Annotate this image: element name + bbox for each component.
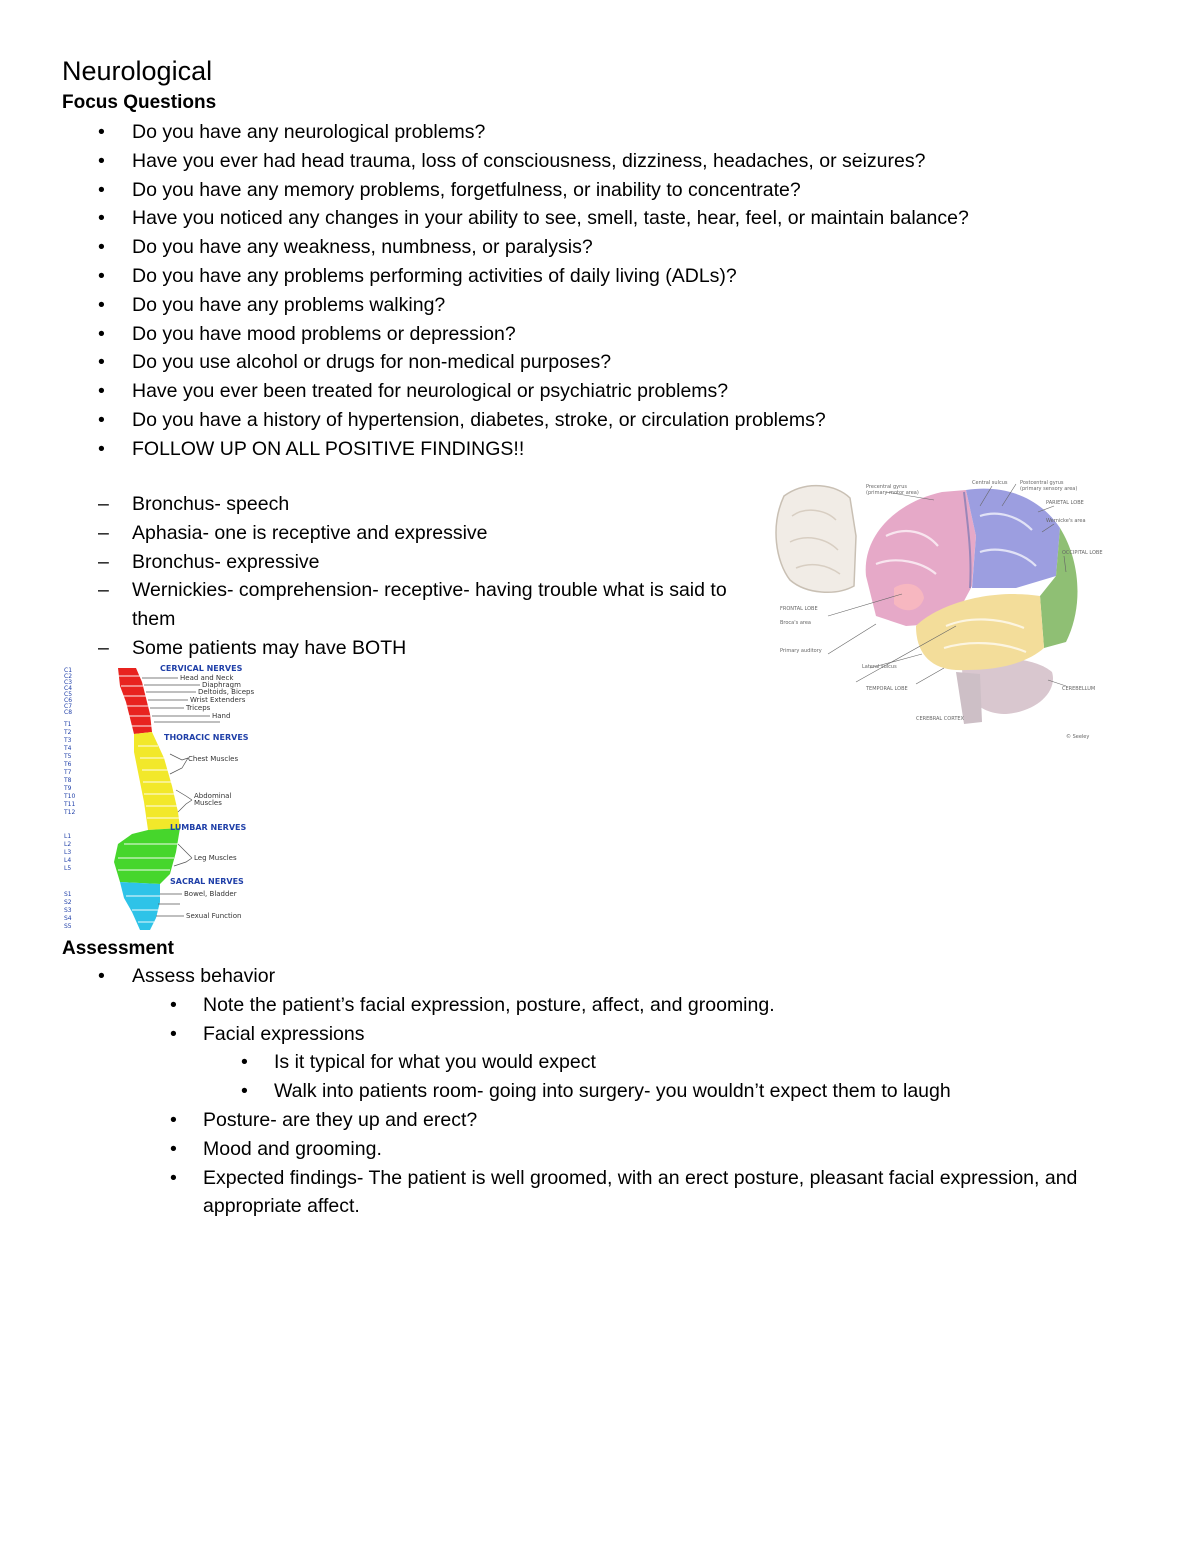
bullet-marker: •: [241, 1080, 248, 1103]
svg-text:L4: L4: [64, 857, 72, 864]
dash-marker: –: [98, 636, 109, 659]
list-item-text: Posture- are they up and erect?: [203, 1108, 478, 1131]
svg-text:Abdominal: Abdominal: [194, 792, 232, 800]
svg-text:FRONTAL LOBE: FRONTAL LOBE: [780, 606, 818, 612]
brain-lobes-figure: [766, 476, 1122, 744]
svg-text:Bowel, Bladder: Bowel, Bladder: [184, 890, 237, 898]
list-item: [62, 1164, 1152, 1222]
svg-text:S5: S5: [64, 923, 72, 930]
svg-text:Central sulcus: Central sulcus: [972, 480, 1008, 486]
svg-text:(primary motor area): (primary motor area): [866, 490, 919, 496]
list-item-text: Do you have any memory problems, forgetfulness, or inability to concentrate?: [132, 178, 801, 201]
list-item-text: Do you have a history of hypertension, diabetes, stroke, or circulation problems?: [132, 408, 826, 431]
svg-text:T12: T12: [64, 809, 76, 816]
list-item-text: Do you have any neurological problems?: [132, 121, 486, 143]
sacral-nerves-label: SACRAL NERVES: [170, 877, 244, 886]
focus-questions-heading: Focus Questions: [62, 92, 217, 113]
svg-text:T6: T6: [64, 761, 72, 768]
svg-text:Lateral sulcus: Lateral sulcus: [862, 664, 897, 670]
svg-text:(primary sensory area): (primary sensory area): [1020, 486, 1078, 492]
bullet-marker: •: [98, 293, 105, 316]
svg-text:S4: S4: [64, 915, 72, 922]
svg-text:L3: L3: [64, 849, 72, 856]
svg-text:C8: C8: [64, 709, 73, 716]
svg-text:C5: C5: [64, 691, 73, 698]
dash-marker: –: [98, 579, 109, 602]
cervical-nerves-label: CERVICAL NERVES: [160, 664, 243, 673]
list-item-text: Aphasia- one is receptive and expressive: [132, 521, 488, 544]
bullet-marker: •: [98, 965, 105, 987]
svg-text:T10: T10: [64, 793, 76, 800]
svg-text:Primary auditory: Primary auditory: [780, 648, 822, 654]
svg-text:Muscles: Muscles: [194, 799, 222, 807]
svg-text:Broca's area: Broca's area: [780, 620, 811, 626]
bullet-marker: •: [170, 1137, 177, 1160]
list-item-text: Mood and grooming.: [203, 1137, 382, 1160]
svg-text:T3: T3: [64, 737, 72, 744]
svg-text:PARIETAL LOBE: PARIETAL LOBE: [1046, 500, 1084, 506]
list-item-text: Have you ever had head trauma, loss of consciousness, dizziness, headaches, or seizures?: [132, 149, 926, 172]
bullet-marker: •: [98, 207, 105, 230]
bullet-marker: •: [98, 322, 105, 345]
svg-text:T9: T9: [64, 785, 72, 792]
bullet-marker: •: [98, 408, 105, 431]
svg-text:Head and Neck: Head and Neck: [180, 674, 234, 682]
svg-text:C7: C7: [64, 703, 73, 710]
svg-text:CEREBELLUM: CEREBELLUM: [1062, 686, 1096, 692]
bullet-marker: •: [98, 149, 105, 172]
list-item-text: Bronchus- expressive: [132, 550, 320, 573]
bullet-marker: •: [170, 1022, 177, 1045]
bullet-marker: •: [170, 993, 177, 1016]
list-item: [62, 1135, 1152, 1164]
svg-text:T11: T11: [64, 801, 76, 808]
svg-text:Sexual Function: Sexual Function: [186, 912, 242, 920]
bullet-marker: •: [98, 178, 105, 201]
page-title: Neurological: [62, 56, 213, 86]
dash-marker: –: [98, 493, 109, 515]
svg-text:T7: T7: [64, 769, 72, 776]
svg-text:Leg Muscles: Leg Muscles: [194, 854, 237, 862]
list-item-text: Walk into patients room- going into surgery- you wouldn’t expect them to laugh: [274, 1080, 951, 1103]
list-item: [62, 576, 742, 634]
svg-text:Postcentral gyrus: Postcentral gyrus: [1020, 480, 1064, 486]
list-item: [62, 262, 1162, 291]
bullet-marker: •: [170, 1166, 177, 1189]
svg-text:TEMPORAL LOBE: TEMPORAL LOBE: [866, 686, 908, 692]
svg-text:CEREBRAL CORTEX: CEREBRAL CORTEX: [916, 716, 964, 722]
aphasia-notes-list: [62, 490, 742, 663]
list-item-text: Note the patient’s facial expression, posture, affect, and grooming.: [203, 993, 775, 1016]
list-item-text: Do you have any problems walking?: [132, 293, 446, 316]
lumbar-nerves-label: LUMBAR NERVES: [170, 823, 247, 832]
svg-text:C4: C4: [64, 685, 73, 692]
svg-text:L5: L5: [64, 865, 72, 872]
svg-text:T5: T5: [64, 753, 72, 760]
svg-text:S3: S3: [64, 907, 72, 914]
svg-text:T1: T1: [64, 721, 72, 728]
bullet-marker: •: [98, 380, 105, 403]
svg-text:C1: C1: [64, 667, 73, 674]
svg-text:T4: T4: [64, 745, 72, 752]
list-item-text: Do you have any problems performing activities of daily living (ADLs)?: [132, 264, 737, 287]
list-item-text: Have you noticed any changes in your ability to see, smell, taste, hear, feel, or maintain balance?: [132, 207, 969, 230]
focus-questions-list: [62, 118, 1162, 464]
svg-text:Chest Muscles: Chest Muscles: [188, 755, 239, 763]
svg-text:L1: L1: [64, 833, 72, 840]
list-item-text: FOLLOW UP ON ALL POSITIVE FINDINGS!!: [132, 437, 525, 460]
bullet-marker: •: [98, 121, 105, 143]
list-item-text: Some patients may have BOTH: [132, 636, 407, 659]
svg-text:Wrist Extenders: Wrist Extenders: [190, 696, 246, 704]
bullet-marker: •: [98, 236, 105, 259]
bullet-marker: •: [98, 437, 105, 460]
list-item: [62, 348, 1162, 377]
list-item: [62, 548, 742, 577]
list-item-text: Wernickies- comprehension- receptive- having trouble what is said to them: [132, 579, 727, 631]
svg-text:Deltoids, Biceps: Deltoids, Biceps: [198, 688, 255, 696]
bullet-marker: •: [170, 1108, 177, 1131]
list-item: [62, 233, 1162, 262]
list-item-text: Expected findings- The patient is well groomed, with an erect posture, pleasant facial expression, and appropriate affect.: [203, 1166, 1078, 1218]
svg-text:C2: C2: [64, 673, 73, 680]
list-item: [62, 962, 1152, 991]
svg-text:OCCIPITAL LOBE: OCCIPITAL LOBE: [1062, 550, 1103, 556]
spinal-nerves-figure: [60, 662, 260, 932]
svg-text:C3: C3: [64, 679, 73, 686]
list-item-text: Do you have mood problems or depression?: [132, 322, 516, 345]
list-item: [62, 118, 1162, 147]
list-item: [62, 1077, 1152, 1106]
svg-text:T8: T8: [64, 777, 72, 784]
assessment-heading: Assessment: [62, 938, 174, 959]
bullet-marker: •: [98, 264, 105, 287]
list-item-text: Facial expressions: [203, 1022, 365, 1045]
list-item-text: Assess behavior: [132, 965, 276, 987]
svg-text:C6: C6: [64, 697, 73, 704]
thoracic-nerves-label: THORACIC NERVES: [164, 733, 249, 742]
svg-text:Diaphragm: Diaphragm: [202, 681, 241, 689]
list-item: [62, 1020, 1152, 1049]
list-item: [62, 176, 1162, 205]
list-item: [62, 435, 1162, 464]
list-item: [62, 291, 1162, 320]
svg-text:T2: T2: [64, 729, 72, 736]
dash-marker: –: [98, 550, 109, 573]
svg-text:Wernicke's area: Wernicke's area: [1046, 518, 1086, 524]
list-item: [62, 377, 1162, 406]
list-item: [62, 634, 742, 663]
dash-marker: –: [98, 521, 109, 544]
list-item-text: Do you use alcohol or drugs for non-medical purposes?: [132, 351, 612, 374]
assessment-list: [62, 962, 1152, 1221]
list-item: [62, 519, 742, 548]
list-item: [62, 991, 1152, 1020]
list-item-text: Have you ever been treated for neurological or psychiatric problems?: [132, 380, 729, 403]
list-item: [62, 1106, 1152, 1135]
list-item: [62, 204, 1162, 233]
list-item-text: Do you have any weakness, numbness, or paralysis?: [132, 236, 593, 259]
svg-text:Triceps: Triceps: [186, 704, 211, 712]
svg-text:S2: S2: [64, 899, 72, 906]
list-item: [62, 490, 742, 519]
svg-text:S1: S1: [64, 891, 72, 898]
list-item: [62, 320, 1162, 349]
list-item: [62, 147, 1162, 176]
bullet-marker: •: [241, 1051, 248, 1074]
list-item: [62, 1048, 1152, 1077]
list-item-text: Bronchus- speech: [132, 493, 290, 515]
list-item-text: Is it typical for what you would expect: [274, 1051, 596, 1074]
bullet-marker: •: [98, 351, 105, 374]
list-item: [62, 406, 1162, 435]
svg-text:L2: L2: [64, 841, 72, 848]
svg-text:Precentral gyrus: Precentral gyrus: [866, 484, 907, 490]
svg-text:© Seeley: © Seeley: [1066, 734, 1090, 740]
svg-text:Hand: Hand: [212, 712, 231, 720]
